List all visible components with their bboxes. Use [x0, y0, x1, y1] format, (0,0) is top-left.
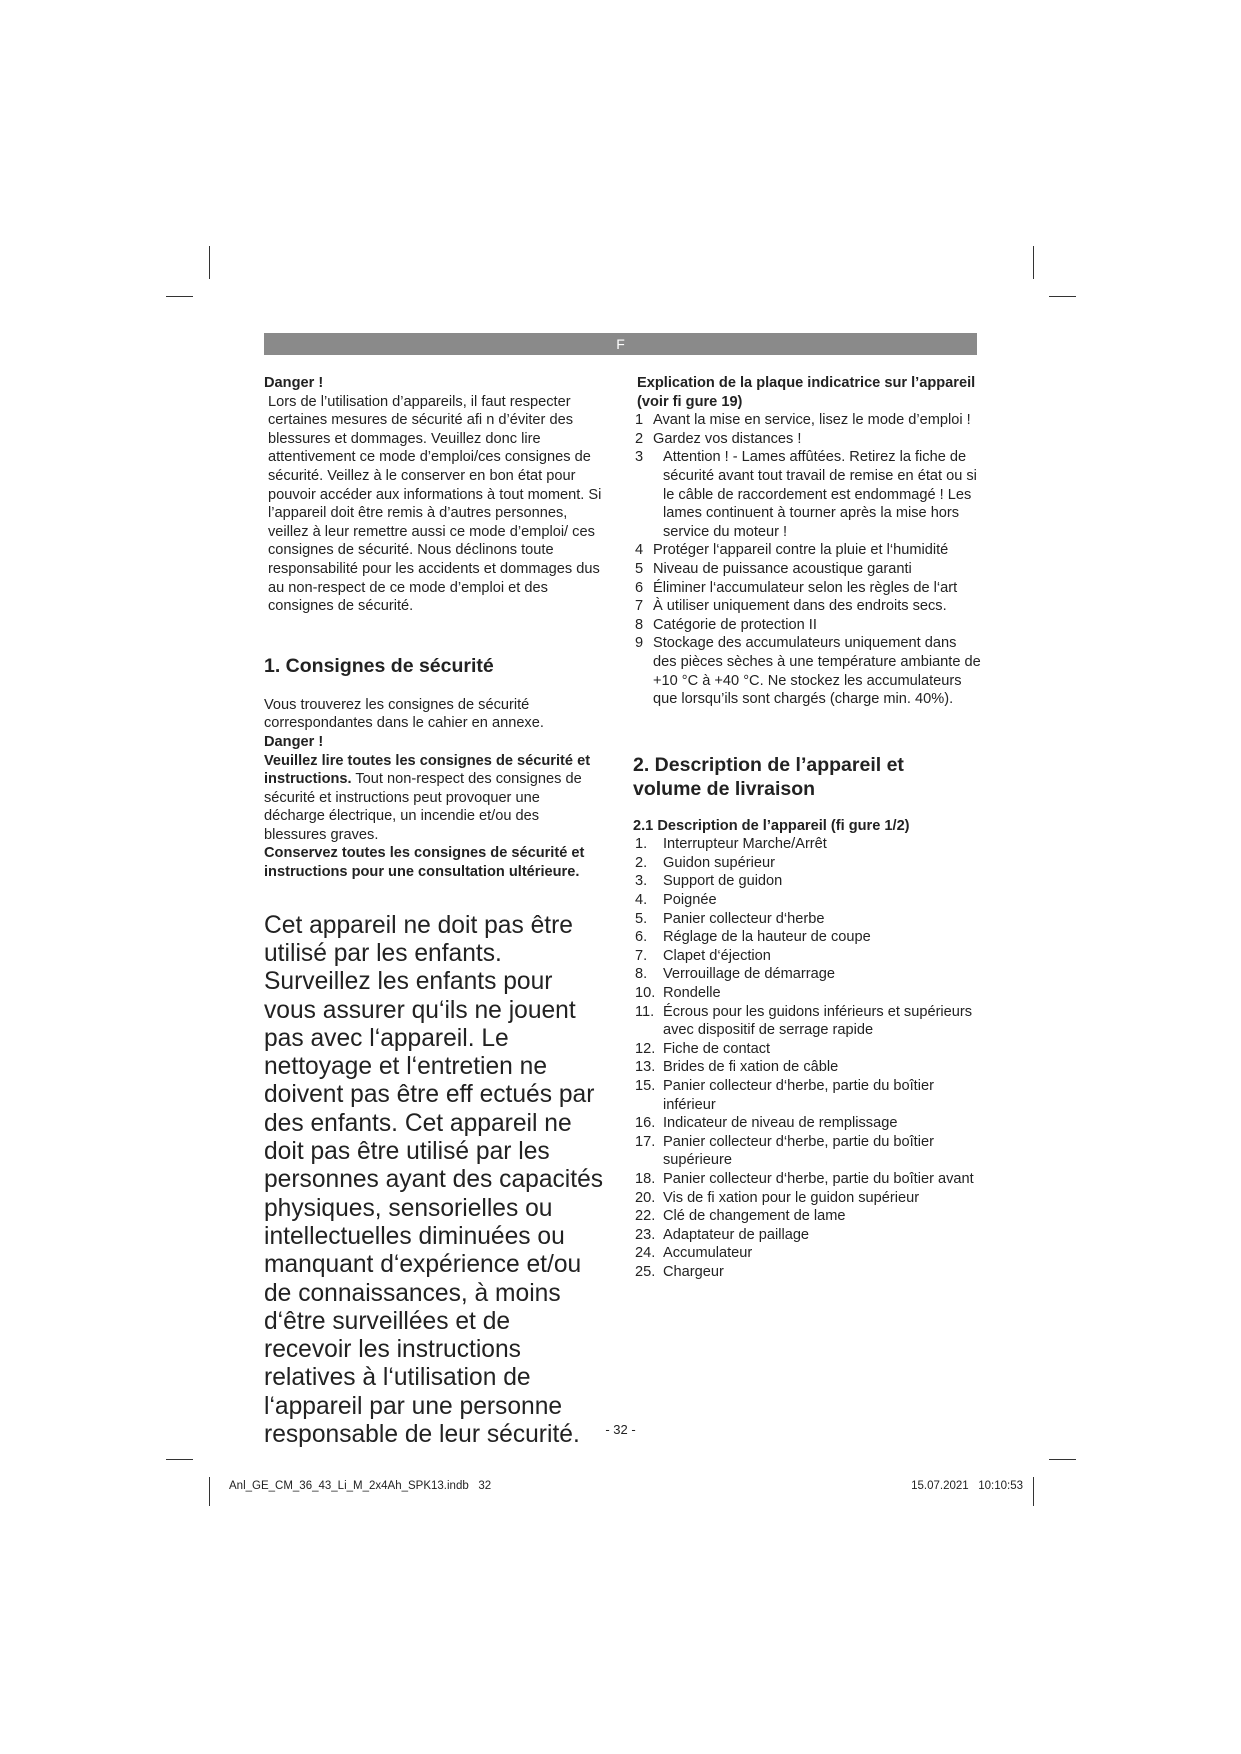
read-instructions-text: Tout non-respect des consignes de sécurité et instructions peut provoquer une décharge électrique, un incendie et/ou des blessures graves.	[264, 771, 582, 843]
crop-mark	[209, 246, 210, 279]
list-item: 5. Panier collecteur d‘herbe	[635, 910, 825, 927]
subsection-2-1-title: 2.1 Description de l’appareil (fi gure 1/2)	[633, 817, 910, 834]
list-item: 18. Panier collecteur d‘herbe, partie du boîtier avant	[635, 1170, 974, 1187]
keep-instructions: Conservez toutes les consignes de sécurité et instructions pour une consultation ultérieure.	[264, 845, 585, 881]
section-2-title: 2. Description de l’appareil et volume de livraison	[633, 753, 904, 800]
plate-list	[633, 411, 983, 709]
list-item: 6. Réglage de la hauteur de coupe	[635, 929, 871, 946]
list-item: 12. Fiche de contact	[635, 1040, 771, 1057]
footer-filename: Anl_GE_CM_36_43_Li_M_2x4Ah_SPK13.indb 32	[229, 1480, 492, 1492]
danger-title-2: Danger !	[264, 733, 324, 750]
list-item: 3 Attention ! - Lames affûtées. Retirez la fiche de sécurité avant tout travail de remise en état ou si le câble de raccordement est endommagé ! Les lames continuent à tourner après la mise hors service du moteur !	[635, 449, 977, 540]
section-1-intro: Vous trouverez les consignes de sécurité correspondantes dans le cahier en annexe.	[264, 696, 544, 732]
list-item: 5 Niveau de puissance acoustique garanti	[635, 560, 912, 577]
list-item: 17. Panier collecteur d‘herbe, partie du boîtier supérieure	[635, 1133, 934, 1169]
list-item: 3. Support de guidon	[635, 873, 783, 890]
list-item: 10. Rondelle	[635, 985, 721, 1002]
list-item: 7. Clapet d‘éjection	[635, 947, 771, 964]
list-item: 22. Clé de changement de lame	[635, 1208, 846, 1225]
read-instructions	[264, 752, 604, 845]
list-item: 15. Panier collecteur d‘herbe, partie du boîtier inférieur	[635, 1078, 934, 1113]
list-item: 23. Adaptateur de paillage	[635, 1226, 810, 1243]
list-item: 4. Poignée	[635, 892, 717, 909]
crop-mark	[166, 1459, 193, 1460]
crop-mark	[209, 1477, 210, 1506]
list-item: 13. Brides de fi xation de câble	[635, 1059, 839, 1076]
right-column	[633, 374, 983, 1282]
plate-title: Explication de la plaque indicatrice sur l’appareil (voir fi gure 19)	[637, 375, 976, 410]
section-1-title: 1. Consignes de sécurité	[264, 654, 494, 677]
list-item: 2 Gardez vos distances !	[635, 430, 802, 447]
list-item: 16. Indicateur de niveau de remplissage	[635, 1115, 898, 1132]
danger-text: Lors de l’utilisation d’appareils, il faut respecter certaines mesures de sécurité afi n d’éviter des blessures et dommages. Veuillez donc lire attentivement ce mode d’emploi/ces consignes de sécurité. Veillez à le conserver en bon état pour pouvoir accéder aux informations à tout moment. Si l’appareil doit être remis à d’autres personnes, veillez à leur remettre aussi ce mode d’emploi/ ces consignes de sécurité. Nous déclinons toute responsabilité pour les accidents et dommages dus au non-respect de ce mode d’emploi et des consignes de sécurité.	[268, 393, 602, 615]
language-label: F	[616, 336, 625, 352]
description-list	[633, 835, 983, 1281]
list-item: 24. Accumulateur	[635, 1245, 753, 1262]
crop-mark	[166, 296, 193, 297]
list-item: 1 Avant la mise en service, lisez le mode d’emploi !	[635, 412, 971, 429]
list-item: 7 À utiliser uniquement dans des endroits secs.	[635, 598, 947, 615]
list-item: 8. Verrouillage de démarrage	[635, 966, 835, 983]
list-item: 9 Stockage des accumulateurs uniquement dans des pièces sèches à une température ambiante de +10 °C à +40 °C. Ne stockez les accumulateurs que lorsqu’ils sont chargés (charge min. 40%).	[635, 635, 981, 708]
language-header-bar	[264, 333, 977, 355]
crop-mark	[1033, 246, 1034, 279]
crop-mark	[1033, 1477, 1034, 1506]
read-instructions-bold: Veuillez lire toutes les consignes de sécurité et instructions.	[264, 752, 591, 788]
list-item: 2. Guidon supérieur	[635, 854, 775, 871]
footer-datetime: 15.07.2021 10:10:53	[911, 1480, 1023, 1492]
list-item: 4 Protéger l‘appareil contre la pluie et l‘humidité	[635, 542, 949, 559]
children-warning: Cet appareil ne doit pas être utilisé par les enfants. Surveillez les enfants pour vous assurer qu‘ils ne jouent pas avec l‘appareil. Le nettoyage et l‘entretien ne doivent pas être eff ectués par des enfants. Cet appareil ne doit pas être utilisé par les personnes ayant des capacités physiques, sensorielles ou intellectuelles diminuées ou manquant d‘expérience et/ou de connaissances, à moins d‘être surveillées et de recevoir les instructions relatives à l‘utilisation de l‘appareil par une personne responsable de leur sécurité.	[264, 911, 604, 1448]
list-item: 8 Catégorie de protection II	[635, 616, 817, 633]
danger-title: Danger !	[264, 375, 324, 391]
list-item: 11. Écrous pour les guidons inférieurs et supérieurs avec dispositif de serrage rapide	[635, 1003, 973, 1039]
list-item: 25. Chargeur	[635, 1263, 724, 1280]
list-item: 20. Vis de fi xation pour le guidon supérieur	[635, 1189, 920, 1206]
left-column	[264, 374, 604, 1449]
page-number: - 32 -	[605, 1422, 636, 1437]
list-item: 6 Éliminer l‘accumulateur selon les règles de l‘art	[635, 579, 958, 596]
crop-mark	[1049, 296, 1076, 297]
list-item: 1. Interrupteur Marche/Arrêt	[635, 836, 827, 853]
crop-mark	[1049, 1459, 1076, 1460]
